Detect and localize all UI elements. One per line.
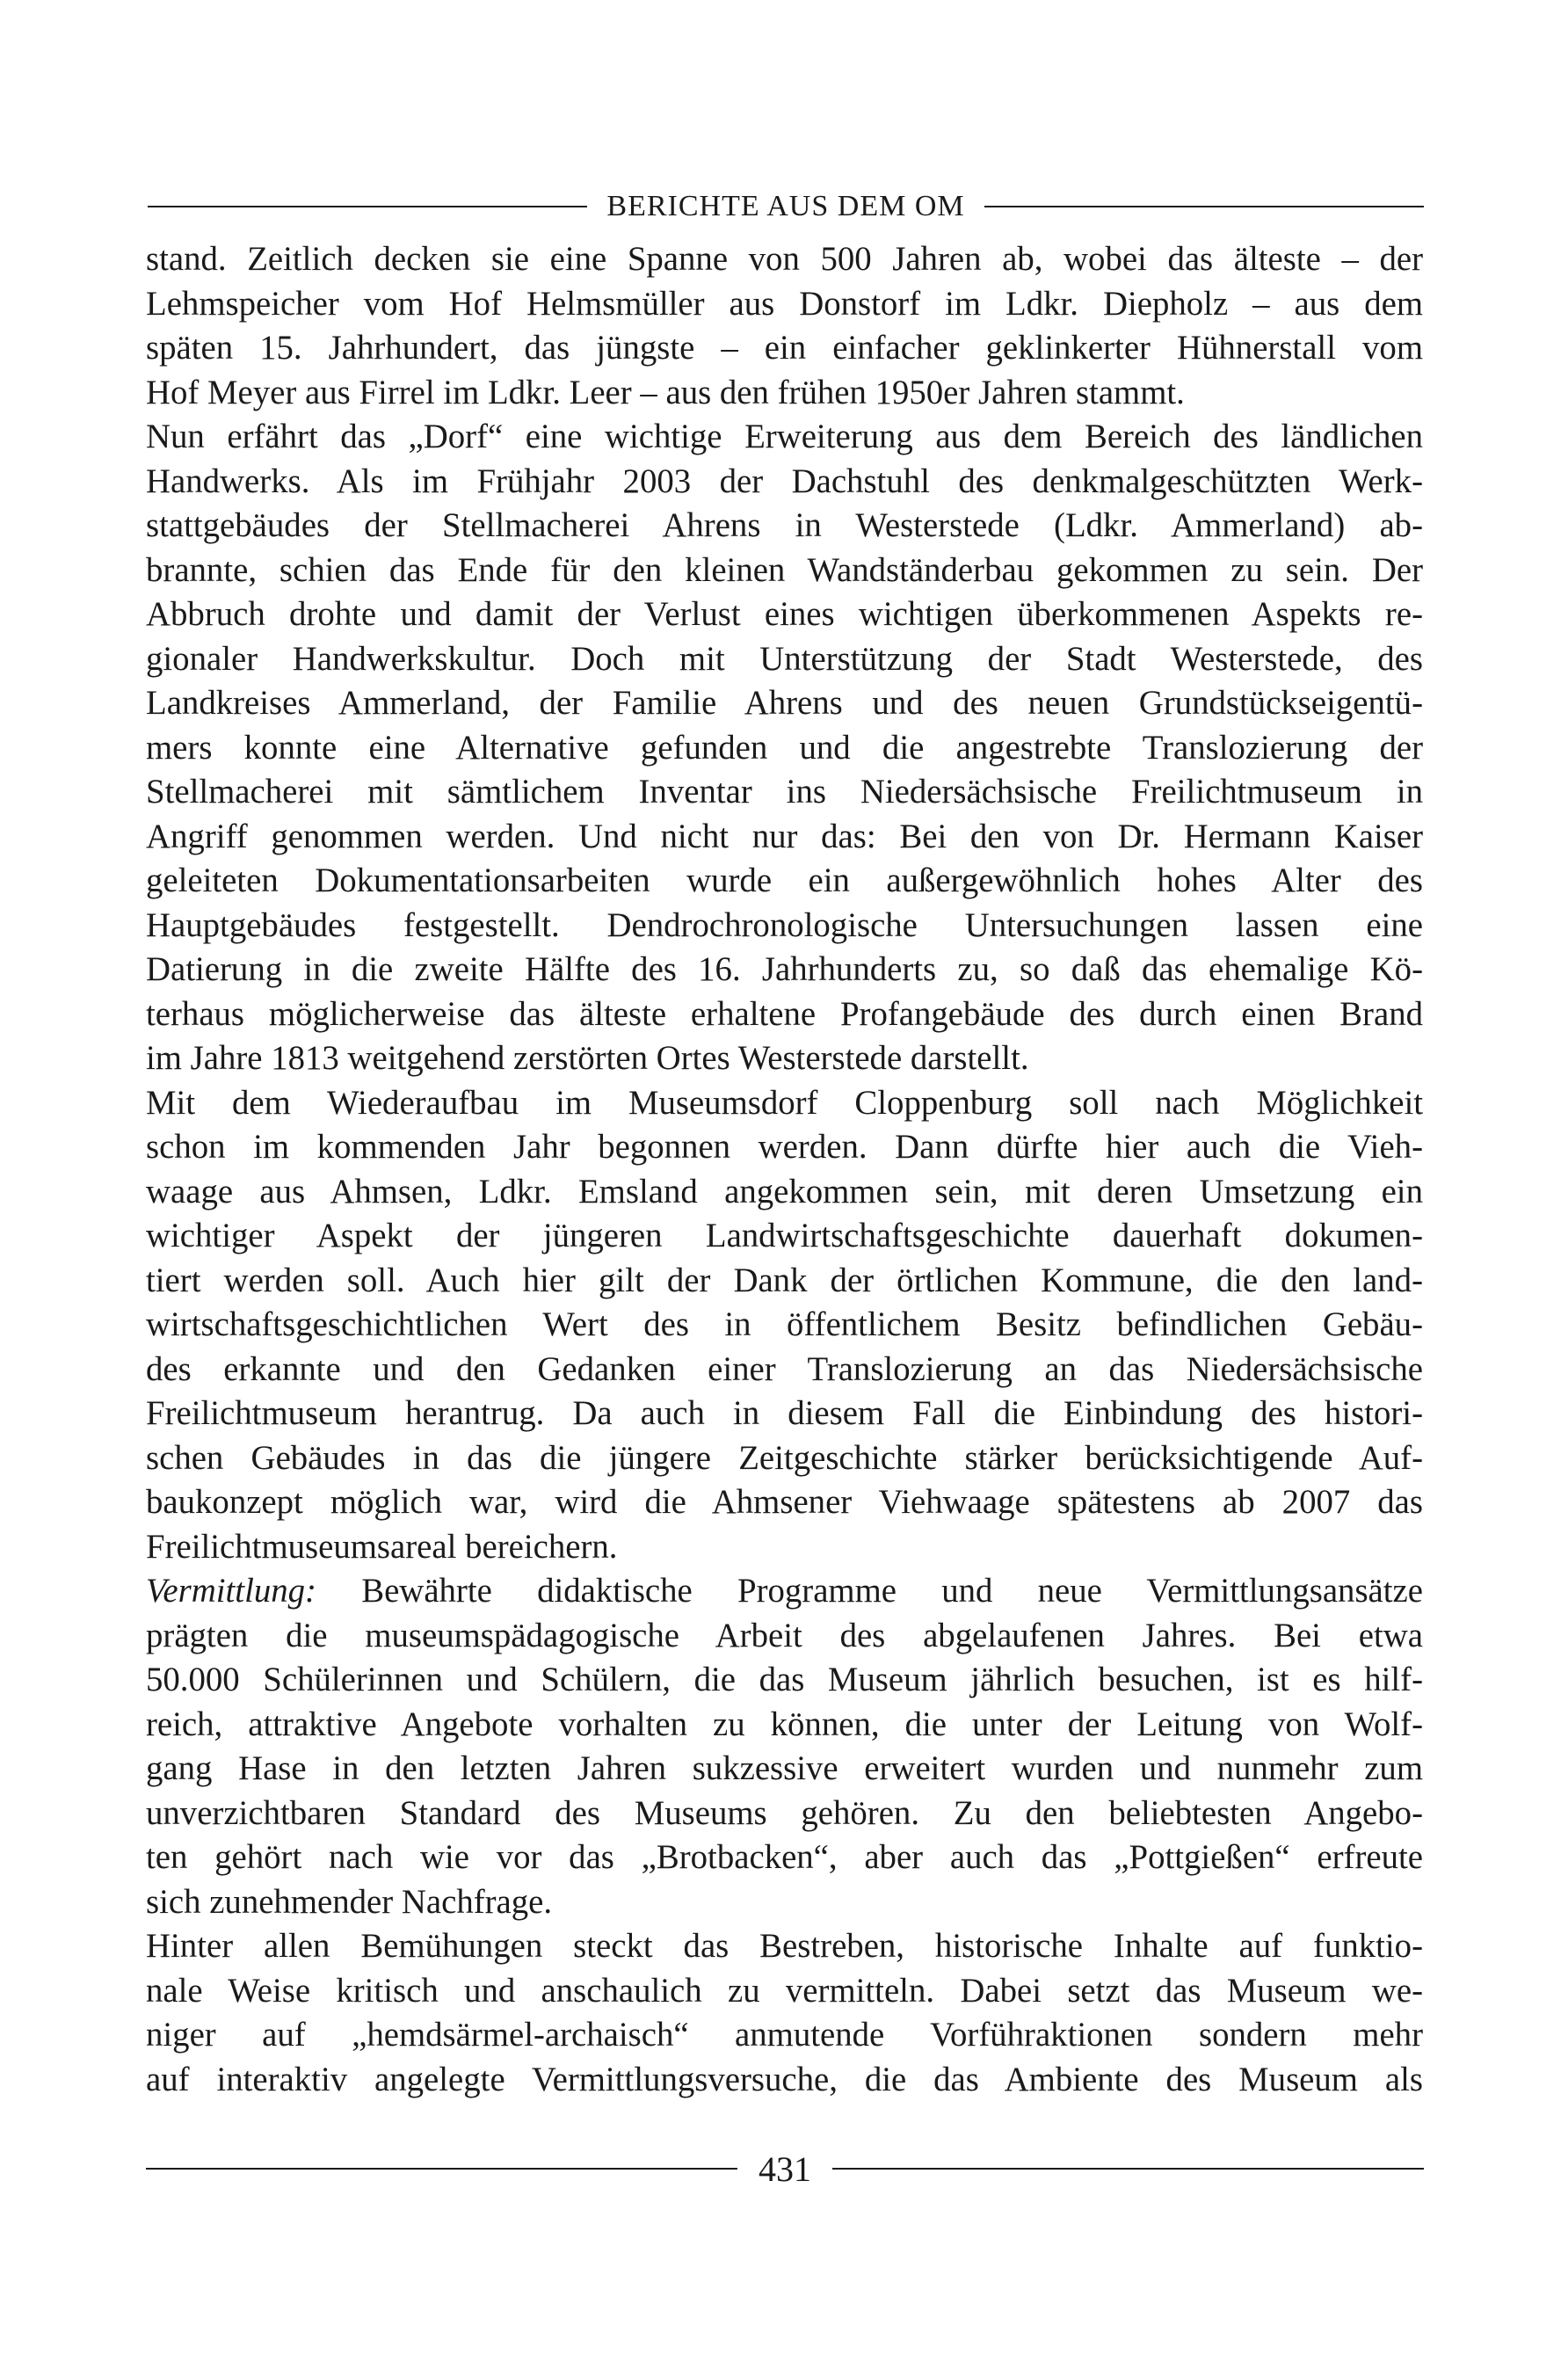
text-line: gang Hase in den letzten Jahren sukzessive erweitert wurden und nunmehr zum: [146, 1749, 1423, 1787]
text-line: Abbruch drohte und damit der Verlust eines wichtigen überkommenen Aspekts re-: [146, 595, 1423, 633]
text-line: späten 15. Jahrhundert, das jüngste – ein einfacher geklinkerter Hühnerstall vom: [146, 329, 1423, 367]
page-footer: [146, 2143, 1424, 2194]
footer-rule-right: [832, 2168, 1424, 2170]
text-line: Hauptgebäudes festgestellt. Dendrochronologische Untersuchungen lassen eine: [146, 905, 1423, 944]
text-line: schon im kommenden Jahr begonnen werden. Dann dürfte hier auch die Vieh-: [146, 1128, 1423, 1166]
footer-rule-left: [146, 2168, 737, 2170]
text-line: Hinter allen Bemühungen steckt das Bestreben, historische Inhalte auf funktio-: [146, 1927, 1423, 1965]
text-line: ten gehört nach wie vor das „Brotbacken“, aber auch das „Pottgießen“ erfreute: [146, 1838, 1423, 1876]
text-line: Lehmspeicher vom Hof Helmsmüller aus Donstorf im Ldkr. Diepholz – aus dem: [146, 284, 1423, 323]
text-line: sich zunehmender Nachfrage.: [146, 1882, 553, 1921]
text-line-with-italic-lead: [146, 1569, 1423, 1614]
text-line: reich, attraktive Angebote vorhalten zu können, die unter der Leitung von Wolf-: [146, 1705, 1423, 1743]
text-line: Freilichtmuseum herantrug. Da auch in diesem Fall die Einbindung des histori-: [146, 1394, 1423, 1432]
text-line: stand. Zeitlich decken sie eine Spanne von 500 Jahren ab, wobei das älteste – der: [146, 240, 1423, 278]
text-line: Landkreises Ammerland, der Familie Ahrens und des neuen Grundstückseigentü-: [146, 684, 1423, 722]
text-line: schen Gebäudes in das die jüngere Zeitgeschichte stärker berücksichtigende Auf-: [146, 1438, 1423, 1477]
text-line: des erkannte und den Gedanken einer Translozierung an das Niedersächsische: [146, 1349, 1423, 1388]
text-line: Mit dem Wiederaufbau im Museumsdorf Cloppenburg soll nach Möglichkeit: [146, 1083, 1423, 1122]
italic-section-lead: Vermittlung:: [146, 1572, 316, 1610]
text-line: Datierung in die zweite Hälfte des 16. Jahrhunderts zu, so daß das ehemalige Kö-: [146, 950, 1423, 988]
text-line: niger auf „hemdsärmel-archaisch“ anmutende Vorführaktionen sondern mehr: [146, 2016, 1423, 2054]
page-number: 431: [759, 2148, 811, 2189]
text-line: waage aus Ahmsen, Ldkr. Emsland angekommen sein, mit deren Umsetzung ein: [146, 1172, 1423, 1210]
text-line: Hof Meyer aus Firrel im Ldkr. Leer – aus den frühen 1950er Jahren stammt.: [146, 373, 1185, 411]
text-line: wichtiger Aspekt der jüngeren Landwirtschaftsgeschichte dauerhaft dokumen-: [146, 1217, 1423, 1254]
header-rule-right: [984, 206, 1424, 207]
text-line: gionaler Handwerkskultur. Doch mit Unterstützung der Stadt Westerstede, des: [146, 639, 1423, 678]
text-line: Handwerks. Als im Frühjahr 2003 der Dachstuhl des denkmalgeschützten Werk-: [146, 462, 1423, 500]
text-line: Angriff genommen werden. Und nicht nur das: Bei den von Dr. Hermann Kaiser: [146, 817, 1423, 855]
text-line: stattgebäudes der Stellmacherei Ahrens in Westerstede (Ldkr. Ammerland) ab-: [146, 506, 1423, 544]
body-text: [146, 237, 1423, 2102]
text-line: brannte, schien das Ende für den kleinen Wandständerbau gekommen zu sein. Der: [146, 550, 1423, 589]
text-line: Stellmacherei mit sämtlichem Inventar ins Niedersächsische Freilichtmuseum in: [146, 773, 1423, 811]
text-line-rest: Bewährte didaktische Programme und neue Vermittlungsansätze: [361, 1572, 1423, 1610]
text-line: nale Weise kritisch und anschaulich zu vermitteln. Dabei setzt das Museum we-: [146, 1971, 1423, 2010]
text-line: 50.000 Schülerinnen und Schülern, die das Museum jährlich besuchen, ist es hilf-: [146, 1661, 1423, 1698]
text-line: prägten die museumspädagogische Arbeit des abgelaufenen Jahres. Bei etwa: [146, 1616, 1423, 1654]
text-line: wirtschaftsgeschichtlichen Wert des in öffentlichem Besitz befindlichen Gebäu-: [146, 1305, 1423, 1343]
text-line: terhaus möglicherweise das älteste erhaltene Profangebäude des durch einen Brand: [146, 994, 1423, 1033]
text-line: geleiteten Dokumentationsarbeiten wurde ein außergewöhnlich hohes Alter des: [146, 861, 1423, 899]
header-rule-left: [148, 206, 587, 207]
text-line: Nun erfährt das „Dorf“ eine wichtige Erweiterung aus dem Bereich des ländlichen: [146, 418, 1423, 455]
text-line: tiert werden soll. Auch hier gilt der Dank der örtlichen Kommune, die den land-: [146, 1261, 1423, 1299]
text-line: mers konnte eine Alternative gefunden und die angestrebte Translozierung der: [146, 728, 1423, 767]
text-line: unverzichtbaren Standard des Museums gehören. Zu den beliebtesten Angebo-: [146, 1793, 1423, 1832]
text-line: baukonzept möglich war, wird die Ahmsener Viehwaage spätestens ab 2007 das: [146, 1483, 1423, 1521]
header-title: BERICHTE AUS DEM OM: [606, 190, 965, 222]
text-line: Freilichtmuseumsareal bereichern.: [146, 1527, 618, 1566]
running-header: [148, 183, 1424, 230]
text-line: auf interaktiv angelegte Vermittlungsversuche, die das Ambiente des Museum als: [146, 2060, 1423, 2098]
text-line: im Jahre 1813 weitgehend zerstörten Ortes Westerstede darstellt.: [146, 1039, 1029, 1077]
